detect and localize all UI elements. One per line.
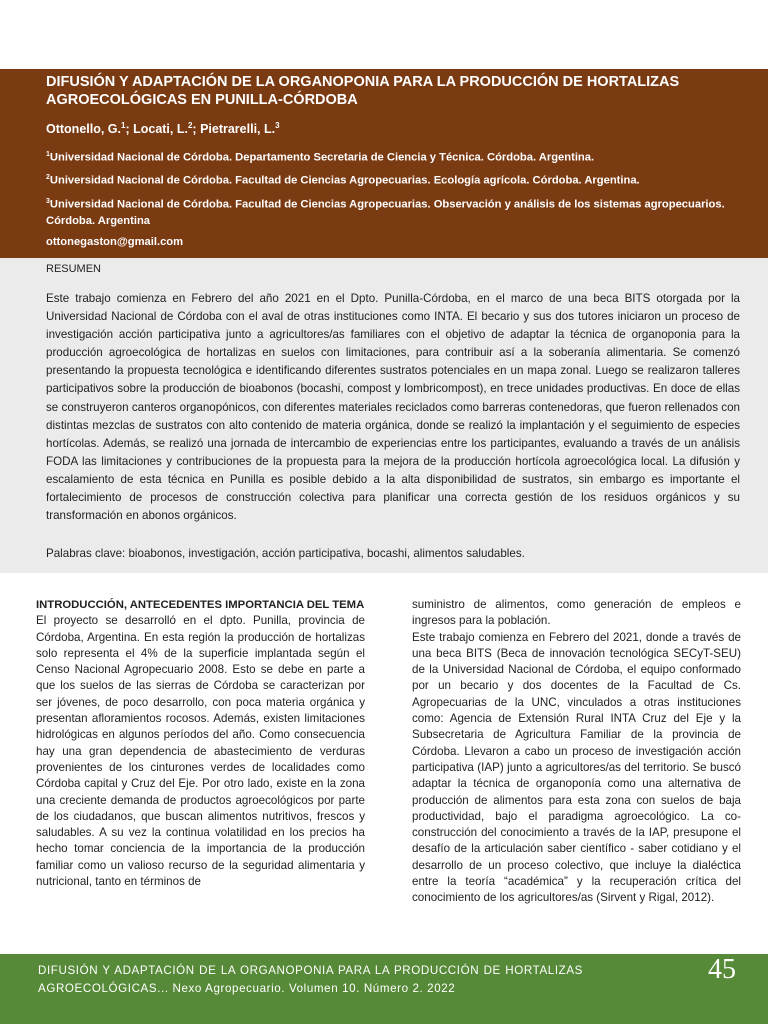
affiliation-text: Universidad Nacional de Córdoba. Facultad de Ciencias Agropecuarias. Observación y análisis de los sistemas agropecuarios. Córdoba. Argentina bbox=[46, 198, 725, 227]
body-column-right bbox=[412, 597, 741, 907]
body-paragraph: El proyecto se desarrolló en el dpto. Punilla, provincia de Córdoba, Argentina. En esta región la producción de hortalizas solo representa el 4% de la superficie implantada según el Censo Nacional Agropecuario 2008. Esto se debe en parte a que los suelos de las sierras de Córdoba se caracterizan por ser jóvenes, de poco desarrollo, con poca materia orgánica y presentan afloramientos rocosos. Además, existen limitaciones hidrológicas en algunos períodos del año. Como consecuencia hay una gran dependencia de abastecimiento de verduras provenientes de los cinturones verdes de localidades como Córdoba capital y Cruz del Eje. Por otro lado, existe en la zona una creciente demanda de productos agroecológicos por parte de los ciudadanos, que buscan alimentos nutritivos, frescos y saludables. A su vez la continua volatilidad en los precios ha hecho tomar conciencia de la importancia de la producción familiar como un valioso recurso de la seguridad alimentaria y nutricional, tanto en términos de bbox=[36, 614, 365, 889]
section-title: INTRODUCCIÓN, ANTECEDENTES IMPORTANCIA DEL TEMA bbox=[36, 599, 365, 611]
abstract-text: Este trabajo comienza en Febrero del año 2021 en el Dpto. Punilla-Córdoba, en el marco de una beca BITS otorgada por la Universidad Nacional de Córdoba con el aval de otras instituciones como INTA. El becario y sus dos tutores iniciaron un proceso de investigación acción participativa junto a agricultores/as familiares con el objetivo de adaptar la técnica de organoponia para la producción agroecológica de hortalizas en suelos con limitaciones, para contribuir así a la soberanía alimentaria. Se comenzó presentando la propuesta tecnológica e identificando diferentes sustratos potenciales en un mapa zonal. Luego se realizaron talleres participativos sobre la producción de bioabonos (bocashi, compost y lombricompost), en trece unidades productivas. En doce de ellas se construyeron canteros organopónicos, con diferentes materiales reciclados como barreras contenedoras, que fueron rellenados con distintas mezclas de sustratos con alto contenido de materia orgánica, donde se realizó la implantación y el seguimiento de especies hortícolas. Además, se realizó una jornada de intercambio de experiencias entre los participantes, evaluando a través de un análisis FODA las limitaciones y contribuciones de la propuesta para la mejora de la producción hortícola agroecológica local. La difusión y escalamiento de esta técnica en Punilla es posible debido a la alta disponibilidad de sustratos, sin embargo es importante el fortalecimiento de procesos de construcción colectiva para planificar una correcta gestión de los residuos orgánicos y su transformación en abonos orgánicos. bbox=[46, 292, 740, 523]
author-name: Ottonello, G. bbox=[46, 122, 121, 137]
author-affiliation-marker: 1 bbox=[121, 121, 126, 130]
affiliation-marker: 3 bbox=[46, 198, 50, 205]
author-separator: ; bbox=[192, 122, 201, 137]
affiliation-2 bbox=[46, 170, 746, 189]
author-name: Pietrarelli, L. bbox=[200, 122, 276, 137]
running-title: DIFUSIÓN Y ADAPTACIÓN DE LA ORGANOPONIA PARA LA PRODUCCIÓN DE HORTALIZAS AGROECOLÓGICAS... Nexo Agropecuario. Volumen 10. Número 2. 2022 bbox=[38, 964, 583, 995]
body-paragraph: suministro de alimentos, como generación de empleos e ingresos para la población. bbox=[412, 598, 741, 628]
affiliation-3 bbox=[46, 194, 746, 229]
affiliation-text: Universidad Nacional de Córdoba. Departamento Secretaria de Ciencia y Técnica. Córdoba. Argentina. bbox=[49, 151, 595, 164]
body-paragraph: Este trabajo comienza en Febrero del 2021, donde a través de una beca BITS (Beca de innovación tecnológica SECyT-SEU) de la Universidad Nacional de Córdoba, el equipo conformado por un becario y dos docentes de la Facultad de Cs. Agropecuarias de la UNC, vinculados a otras instituciones como: Agencia de Extensión Rural INTA Cruz del Eje y la Subsecretaria de Agricultura Familiar de la provincia de Córdoba. Llevaron a cabo un proceso de investigación acción participativa (IAP) junto a agricultores/as del territorio. Se buscó adaptar la técnica de organoponía como una alternativa de producción de alimentos para esta zona con suelos de baja productividad, bajo el paradigma agroecológico. La co-construcción del conocimiento a través de la IAP, presupone el desafío de la articulación saber científico - saber cotidiano y el desarrollo de un proceso colectivo, que incluye la dialéctica entre la teoría “académica” y la recuperación crítica del conocimiento de los agricultores/as (Sirvent y Rigal, 2012). bbox=[412, 630, 741, 905]
body-column-left bbox=[36, 597, 365, 890]
contact-email: ottonegaston@gmail.com bbox=[46, 236, 184, 248]
author-list bbox=[46, 121, 280, 136]
author-affiliation-marker: 2 bbox=[187, 121, 193, 130]
abstract-box bbox=[0, 258, 768, 573]
affiliation-text: Universidad Nacional de Córdoba. Facultad de Ciencias Agropecuarias. Ecología agrícola. Córdoba. Argentina. bbox=[49, 174, 640, 187]
article-title: DIFUSIÓN Y ADAPTACIÓN DE LA ORGANOPONIA PARA LA PRODUCCIÓN DE HORTALIZAS AGROECOLÓGICAS EN PUNILLA-CÓRDOBA bbox=[46, 74, 680, 108]
page-number: 45 bbox=[708, 954, 736, 985]
affiliation-marker: 2 bbox=[46, 174, 50, 181]
author-affiliation-marker: 3 bbox=[275, 121, 280, 130]
keywords: Palabras clave: bioabonos, investigación, acción participativa, bocashi, alimentos saludables. bbox=[46, 547, 525, 560]
abstract-heading: RESUMEN bbox=[46, 263, 102, 275]
author-separator: ; bbox=[125, 122, 134, 137]
affiliation-marker: 1 bbox=[46, 151, 50, 158]
author-name: Locati, L. bbox=[133, 122, 188, 137]
page-footer bbox=[0, 954, 768, 1024]
article-header bbox=[0, 69, 768, 258]
affiliation-1 bbox=[46, 147, 746, 166]
